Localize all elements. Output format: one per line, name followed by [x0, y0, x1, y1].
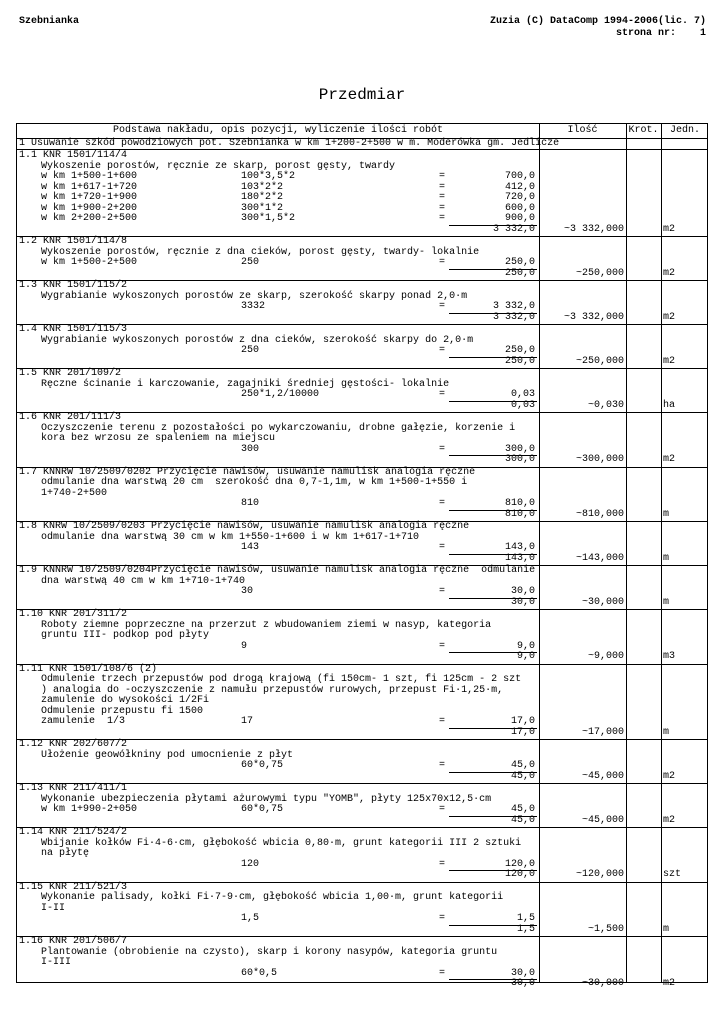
item-total: 300,0 [504, 454, 535, 465]
calc-expression: 100*3,5*2 [241, 171, 296, 182]
item-code: 1.12 KNR 202/607/2 [19, 739, 128, 750]
calc-value: 3 332,0 [492, 301, 535, 312]
item-code: 1.8 KNRW 10/2509/0203 Przycięcie nawisów, usuwanie namulisk analogia ręczne [19, 521, 470, 532]
item-unit: m2 [663, 770, 676, 782]
header-software-info [490, 16, 706, 40]
calc-equals: = [439, 858, 446, 870]
item-quantity: ~300,000 [575, 454, 624, 465]
calc-label: w km 2+200-2+500 [41, 213, 138, 224]
item-quantity: ~143,000 [575, 552, 624, 564]
calc-label: w km 1+500-1+600 [41, 171, 138, 182]
calc-expression: 300*1,5*2 [241, 213, 296, 224]
calc-label: w km 1+900-2+200 [41, 202, 138, 214]
item-quantity: ~250,000 [575, 267, 624, 279]
item-description: Oczyszczenie terenu z pozostałości po wykarczowaniu, drobne gałęzie, korzenie i [41, 422, 516, 434]
calc-expression: 1,5 [241, 913, 260, 924]
item-description: dna warstwą 40 cm w km 1+710-1+740 [41, 575, 246, 587]
item-quantity: ~17,000 [581, 726, 624, 738]
calc-expression: 250 [241, 257, 260, 268]
item-code: 1.11 KNR 1501/108/6 (2) [19, 663, 158, 675]
item-quantity: ~250,000 [575, 355, 624, 367]
calc-equals: = [439, 345, 446, 356]
item-unit: m [663, 923, 670, 935]
item-unit: m2 [663, 223, 676, 235]
calc-value: 412,0 [504, 181, 535, 193]
calc-expression: 17 [241, 716, 254, 727]
item-unit: m2 [663, 978, 676, 989]
calc-value: 600,0 [504, 202, 535, 214]
calc-value: 45,0 [510, 804, 535, 815]
calc-expression: 60*0,5 [241, 967, 278, 979]
item-description: Ułożenie geowółkniny pod umocnienie z płyt [41, 749, 294, 761]
item-description: I-III [41, 957, 72, 968]
item-description: Odmulenie przepustu fi 1500 [41, 705, 204, 717]
calc-equals: = [439, 542, 446, 553]
calc-label: w km 1+720-1+900 [41, 192, 138, 203]
calc-value: 0,03 [510, 389, 535, 400]
item-total: 9,0 [516, 651, 535, 662]
item-description: kora bez wrzosu ze spaleniem na miejscu [41, 433, 276, 444]
calc-equals: = [439, 389, 446, 400]
calc-expression: 250 [241, 345, 260, 356]
column-divider-qty [626, 124, 627, 982]
column-header-unit: Jedn. [669, 125, 700, 136]
calc-expression: 300 [241, 443, 260, 455]
item-total: 45,0 [510, 814, 535, 826]
item-quantity: ~45,000 [581, 814, 624, 826]
item-code: 1.5 KNR 201/109/2 [19, 368, 122, 379]
item-unit: m [663, 552, 670, 564]
calc-expression: 143 [241, 542, 260, 553]
calc-equals: = [439, 640, 446, 652]
item-total: 3 332,0 [492, 223, 535, 235]
item-description: na płytę [41, 848, 90, 859]
item-code: 1.14 KNR 211/524/2 [19, 827, 128, 838]
item-quantity: ~30,000 [581, 978, 624, 989]
item-description: Wykoszenie porostów, ręcznie z dna cieków, porost gęsty, twardy- lokalnie [41, 246, 480, 258]
item-total: 120,0 [504, 869, 535, 880]
calc-value: 45,0 [510, 760, 535, 771]
calc-equals: = [439, 213, 446, 224]
calc-equals: = [439, 181, 446, 193]
item-code: 1.9 KNNRW 10/2509/0204Przycięcie nawisów, usuwanie namulisk analogia ręczne odmulanie [19, 565, 536, 576]
calc-equals: = [439, 716, 446, 727]
item-description: Wykonanie ubezpieczenia płytami ażurowymi typu "YOMB", płyty 125x70x12,5·cm [41, 793, 492, 805]
item-unit: m2 [663, 355, 676, 367]
item-description: 1+740-2+500 [41, 487, 108, 499]
item-code: 1.15 KNR 211/521/3 [19, 881, 128, 893]
calc-expression: 103*2*2 [241, 181, 284, 193]
item-description: Ręczne ścinanie i karczowanie, zagajniki średniej gęstości- lokalnie [41, 378, 450, 390]
calc-expression: 120 [241, 858, 260, 870]
item-quantity: ~3 332,000 [563, 311, 624, 323]
item-code: 1.4 KNR 1501/115/3 [19, 324, 128, 335]
item-description: Wbijanie kołków Fi·4-6·cm, głębokość wbicia 0,80·m, grunt kategorii III 2 sztuki [41, 837, 522, 849]
item-description: Wygrabianie wykoszonych porostów z dna cieków, szerokość skarpy do 2,0·m [41, 334, 474, 346]
calc-expression: 3332 [241, 301, 266, 312]
item-code: 1.6 KNR 201/111/3 [19, 412, 122, 423]
calc-value: 900,0 [504, 213, 535, 224]
item-total: 810,0 [504, 508, 535, 520]
calc-expression: 60*0,75 [241, 760, 284, 771]
item-quantity: ~120,000 [575, 869, 624, 880]
calc-equals: = [439, 967, 446, 979]
item-description: zamulenie do wysokości 1/2Fi [41, 695, 210, 706]
column-header-qty: Ilość [567, 125, 598, 136]
calc-expression: 9 [241, 640, 248, 652]
calc-label: zamulenie 1/3 [41, 716, 126, 727]
item-description: gruntu III- podkop pod płyty [41, 630, 210, 641]
calc-expression: 300*1*2 [241, 202, 284, 214]
calc-value: 250,0 [504, 345, 535, 356]
section-title: 1 Usuwanie szkód powodziowych pot. Szebnianka w km 1+200-2+500 w m. Moderówka gm. Jedlicze [19, 138, 560, 149]
item-total: 0,03 [510, 399, 535, 411]
item-unit: m [663, 508, 670, 520]
calc-equals: = [439, 498, 446, 509]
item-unit: m2 [663, 311, 676, 323]
calc-expression: 250*1,2/10000 [241, 389, 320, 400]
calc-expression: 30 [241, 586, 254, 597]
item-description: Wykonanie palisady, kołki Fi·7-9·cm, głębokość wbicia 1,00·m, grunt kategorii [41, 892, 504, 903]
item-quantity: ~3 332,000 [563, 223, 624, 235]
item-total: 1,5 [516, 923, 535, 935]
item-total: 250,0 [504, 267, 535, 279]
item-unit: m [663, 726, 670, 738]
calc-value: 250,0 [504, 257, 535, 268]
item-description: Roboty ziemne poprzeczne na przerzut z wbudowaniem ziemi w nasyp, kategoria [41, 619, 492, 631]
item-code: 1.3 KNR 1501/115/2 [19, 280, 128, 291]
estimate-table [16, 123, 708, 989]
calc-value: 1,5 [516, 913, 535, 924]
calc-equals: = [439, 202, 446, 214]
item-description: odmulanie dna warstwą 20 cm szerokość dna 0,7-1,1m, w km 1+500-1+550 i [41, 477, 468, 488]
column-header-krot: Krot. [628, 125, 659, 136]
item-code: 1.10 KNR 201/311/2 [19, 609, 128, 620]
item-unit: m2 [663, 267, 676, 279]
item-total: 17,0 [510, 726, 535, 738]
calc-value: 810,0 [504, 498, 535, 509]
item-description: Wykoszenie porostów, ręcznie ze skarp, porost gęsty, twardy [41, 160, 396, 172]
item-code: 1.2 KNR 1501/114/8 [19, 236, 128, 247]
calc-expression: 180*2*2 [241, 192, 284, 203]
calc-label: w km 1+990-2+050 [41, 804, 138, 815]
item-unit: m2 [663, 454, 676, 465]
item-description: I-II [41, 902, 66, 914]
column-divider-krot [661, 124, 662, 982]
item-total: 45,0 [510, 770, 535, 782]
calc-equals: = [439, 804, 446, 815]
calc-value: 700,0 [504, 171, 535, 182]
calc-equals: = [439, 913, 446, 924]
calc-equals: = [439, 192, 446, 203]
header-license: Zuzia (C) DataComp 1994-2006(lic. 7) [489, 16, 706, 27]
calc-expression: 60*0,75 [241, 804, 284, 815]
item-unit: m [663, 596, 670, 608]
header-page-number: strona nr: 1 [615, 28, 706, 39]
calc-value: 720,0 [504, 192, 535, 203]
item-total: 30,0 [510, 596, 535, 608]
calc-expression: 810 [241, 498, 260, 509]
calc-value: 30,0 [510, 967, 535, 979]
calc-equals: = [439, 257, 446, 268]
calc-label: w km 1+500-2+500 [41, 257, 138, 268]
item-unit: m2 [663, 814, 676, 826]
item-description: ) analogia do -oczyszczenie z namułu przepustów rurowych, przepust Fi·1,25·m, [41, 684, 504, 696]
calc-equals: = [439, 301, 446, 312]
item-unit: m3 [663, 651, 676, 662]
item-description: Plantowanie (obrobienie na czysto), skarp i korony nasypów, kategoria gruntu [41, 946, 498, 958]
item-code: 1.16 KNR 201/506/7 [19, 936, 128, 947]
calc-equals: = [439, 760, 446, 771]
calc-value: 143,0 [504, 542, 535, 553]
column-header-desc: Podstawa nakładu, opis pozycji, wyliczenie ilości robót [112, 125, 444, 136]
document-title: Przedmiar [318, 86, 406, 104]
calc-equals: = [439, 586, 446, 597]
item-quantity: ~0,030 [587, 399, 624, 411]
header-project-name: Szebnianka [19, 16, 80, 27]
calc-value: 300,0 [504, 443, 535, 455]
item-total: 3 332,0 [492, 311, 535, 323]
item-description: odmulanie dna warstwą 30 cm w km 1+550-1+600 i w km 1+617-1+710 [41, 531, 420, 543]
calc-value: 30,0 [510, 586, 535, 597]
calc-value: 17,0 [510, 716, 535, 727]
item-quantity: ~9,000 [587, 651, 624, 662]
calc-equals: = [439, 443, 446, 455]
item-quantity: ~1,500 [587, 923, 624, 935]
item-quantity: ~810,000 [575, 508, 624, 520]
calc-value: 9,0 [516, 640, 535, 652]
item-description: Odmulenie trzech przepustów pod drogą krajową (fi 150cm- 1 szt, fi 125cm - 2 szt [41, 674, 522, 685]
item-quantity: ~45,000 [581, 770, 624, 782]
item-quantity: ~30,000 [581, 596, 624, 608]
calc-label: w km 1+617-1+720 [41, 181, 138, 193]
item-code: 1.7 KNNRW 10/2509/0202 Przycięcie nawisów, usuwanie namulisk analogia ręczne [19, 466, 476, 478]
item-description: Wygrabianie wykoszonych porostów ze skarp, szerokość skarpy ponad 2,0·m [41, 290, 468, 302]
item-total: 250,0 [504, 355, 535, 367]
item-total: 143,0 [504, 552, 535, 564]
calc-equals: = [439, 171, 446, 182]
item-total: 30,0 [510, 978, 535, 989]
item-code: 1.1 KNR 1501/114/4 [19, 150, 128, 161]
item-unit: ha [663, 399, 676, 411]
calc-value: 120,0 [504, 858, 535, 870]
item-unit: szt [663, 869, 682, 880]
item-code: 1.13 KNR 211/411/1 [19, 783, 128, 794]
